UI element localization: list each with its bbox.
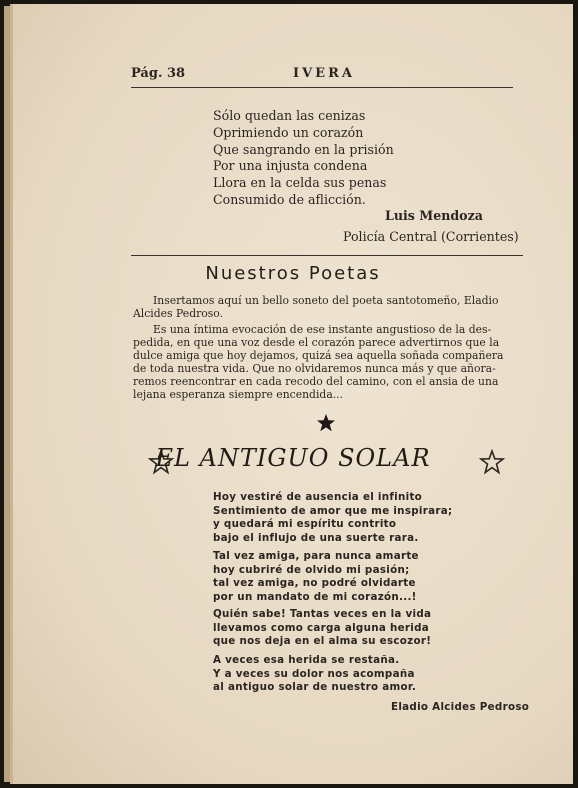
intro-paragraph-2-line: remos reencontrar en cada recodo del camino, con el ansia de una	[133, 375, 499, 388]
intro-paragraph-2-line: pedida, en que una voz desde el corazón parece advertirnos que la	[133, 336, 500, 349]
poem-affiliation: Policía Central (Corrientes)	[343, 229, 519, 244]
intro-paragraph-2-line: Es una íntima evocación de ese instante angustioso de la des-	[153, 323, 492, 336]
poem-line: Por una injusta condena	[213, 158, 368, 174]
intro-paragraph-2-line: lejana esperanza siempre encendida...	[133, 388, 344, 401]
intro-paragraph-1-line: Alcides Pedroso.	[133, 307, 224, 320]
sonnet-line: y quedará mi espíritu contrito	[213, 518, 397, 530]
sonnet-line: Hoy vestiré de ausencia el infinito	[213, 491, 423, 503]
page-number: Pág. 38	[131, 66, 186, 81]
poem-line: Sólo quedan las cenizas	[213, 108, 366, 123]
sonnet-line: Y a veces su dolor nos acompaña	[213, 667, 415, 680]
intro-paragraph-1-line: Insertamos aquí un bello soneto del poeta santotomeño, Eladio	[153, 294, 499, 307]
star-outline-icon	[479, 449, 505, 475]
sonnet-line: Quién sabe! Tantas veces en la vida	[213, 608, 432, 620]
sonnet-stanza-4	[213, 654, 416, 695]
sonnet-author: Eladio Alcides Pedroso	[391, 701, 530, 713]
sonnet-stanza-1	[213, 491, 452, 545]
section-title: Nuestros Poetas	[205, 263, 381, 284]
section-rule	[131, 255, 523, 256]
sonnet-line: Tal vez amiga, para nunca amarte	[213, 550, 419, 562]
magazine-title: IVERA	[293, 66, 355, 81]
sonnet-line: llevamos como carga alguna herida	[213, 621, 430, 634]
poem-author: Luis Mendoza	[385, 208, 483, 223]
sonnet-line: A veces esa herida se restaña.	[213, 654, 400, 666]
sonnet-title: EL ANTIGUO SOLAR	[155, 444, 431, 472]
poem-line: Oprimiendo un corazón	[213, 124, 364, 140]
poem-line: Consumido de aflicción.	[213, 191, 366, 207]
sonnet-stanza-3	[213, 608, 431, 649]
header-rule	[131, 87, 513, 88]
sonnet-stanza-2	[213, 550, 419, 604]
poem-line: Llora en la celda sus penas	[213, 175, 387, 191]
intro-paragraph-2-line: de toda nuestra vida. Que no olvidaremos nunca más y que añora-	[133, 362, 496, 375]
sonnet-line: bajo el influjo de una suerte rara.	[213, 531, 419, 544]
sonnet-line: Sentimiento de amor que me inspirara;	[213, 504, 453, 517]
poem-end-lines	[213, 108, 394, 209]
book-page	[10, 4, 573, 784]
intro-paragraph-2-line: dulce amiga que hoy dejamos, quizá sea aquella soñada compañera	[133, 349, 504, 362]
sonnet-line: por un mandato de mi corazón...!	[213, 590, 417, 603]
sonnet-line: que nos deja en el alma su escozor!	[213, 635, 432, 647]
sonnet-line: al antiguo solar de nuestro amor.	[213, 681, 417, 693]
sonnet-line: tal vez amiga, no podré olvidarte	[213, 577, 416, 589]
sonnet-line: hoy cubriré de olvido mi pasión;	[213, 563, 410, 576]
poem-line: Que sangrando en la prisión	[213, 141, 394, 157]
star-filled-icon	[316, 413, 336, 433]
